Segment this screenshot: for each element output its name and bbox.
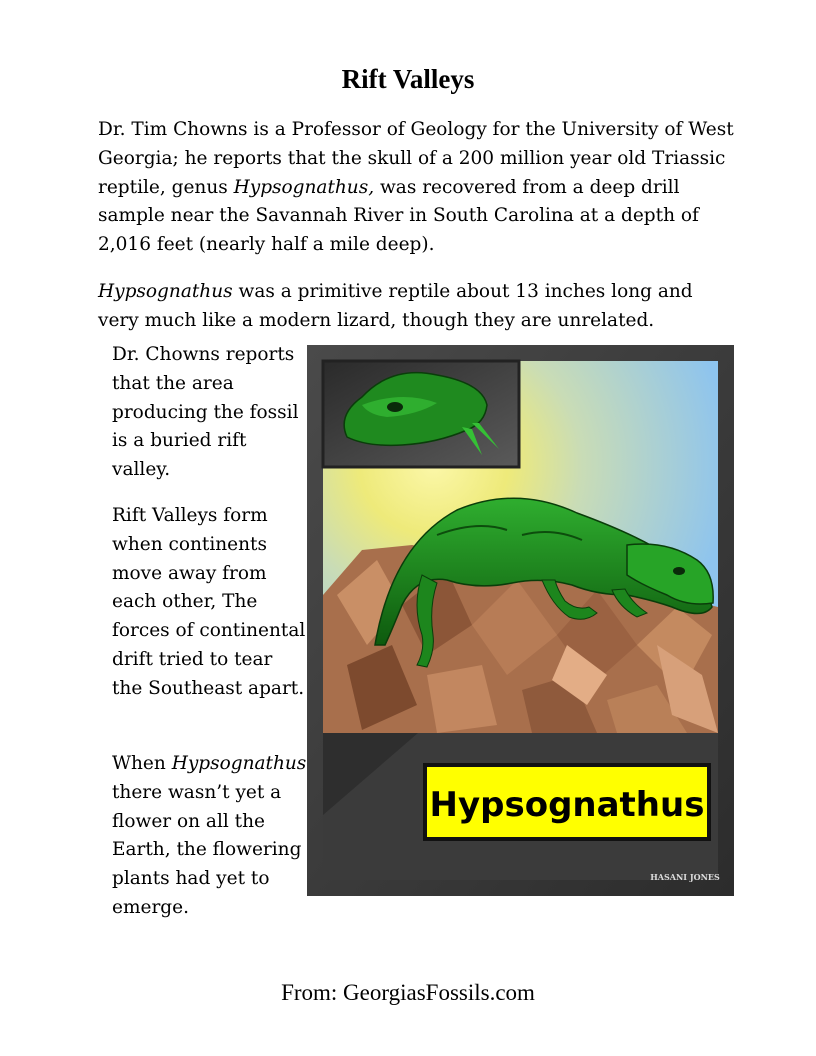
source-footer: From: GeorgiasFossils.com: [281, 980, 535, 1005]
hypsognathus-illustration: [307, 345, 734, 896]
sidebar-paragraph-flowers: [112, 750, 307, 923]
intro-text-before: Dr. Tim Chowns is a Professor of Geology for the University of West Georgia; he reports that the skull of a 200 million year old Triassic reptile, genus: [98, 119, 734, 198]
intro-genus: Hypsognathus,: [233, 176, 375, 198]
description-genus: Hypsognathus: [98, 281, 233, 302]
flowers-genus: Hypsognathus: [171, 753, 307, 774]
artist-credit: HASANI JONES: [650, 872, 720, 882]
intro-text-after: was recovered from a deep drill sample near the Savannah River in South Carolina at a depth of 2,016 feet (nearly half a mile deep).: [98, 176, 699, 256]
flowers-text-after: there wasn’t yet a flower on all the Earth, the flowering plants had yet to emerge.: [112, 781, 302, 918]
flowers-text-before: When: [112, 753, 172, 774]
description-paragraph: [98, 278, 738, 336]
sidebar-paragraph-drift: Rift Valleys form when continents move away from each other, The forces of continental drift tried to tear the Southeast apart.: [112, 505, 306, 699]
description-text: was a primitive reptile about 13 inches long and very much like a modern lizard, though they are unrelated.: [98, 281, 693, 331]
sidebar-paragraph-rift: Dr. Chowns reports that the area producing the fossil is a buried rift valley.: [112, 344, 299, 481]
page-title: Rift Valleys: [341, 64, 475, 94]
intro-paragraph: [98, 116, 738, 260]
label-badge-text: Hypsognathus: [429, 785, 705, 825]
